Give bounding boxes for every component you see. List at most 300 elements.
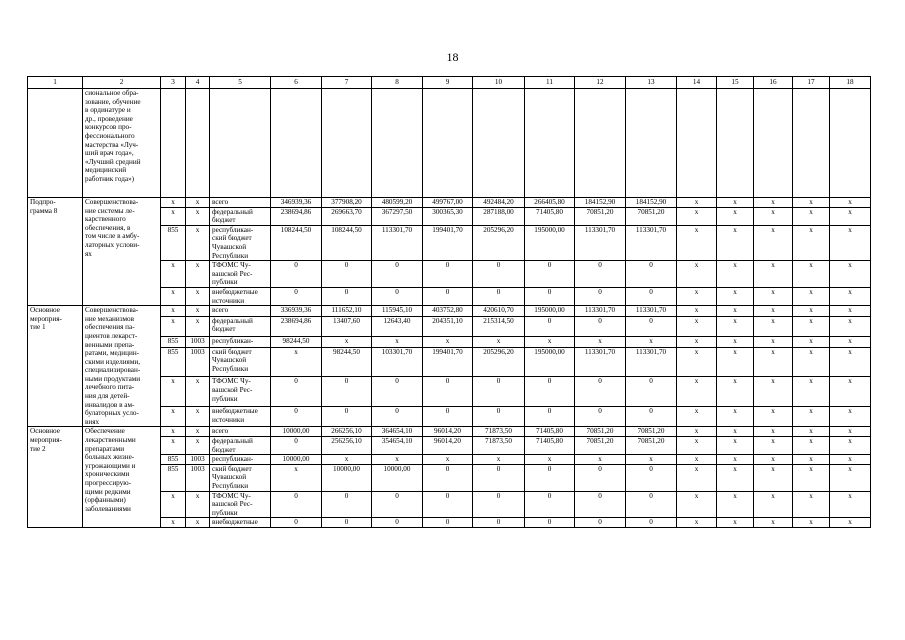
indicator-cell: x	[830, 377, 871, 407]
value-cell: 111652,10	[322, 306, 372, 317]
funding-source-cell: внебюджетные	[210, 518, 271, 528]
value-cell: 0	[575, 518, 626, 528]
value-cell: 499767,00	[423, 198, 473, 208]
funding-source-cell: федеральный бюджет	[210, 207, 271, 225]
value-cell: 205296,20	[473, 225, 525, 260]
description-cell: Совершенствова- ние механизмов обеспечения па- циентов лекарст- венными препа- ратами, медицин- скими изделиями, специализирован- ными продуктами лечебного пита- ния для детей- инвалидов в ам- булаторных усло- виях	[83, 306, 161, 427]
value-cell: 71873,50	[473, 437, 525, 455]
column-header: 17	[793, 77, 830, 89]
indicator-cell: x	[793, 427, 830, 437]
cell	[626, 89, 677, 198]
value-cell: 71405,80	[525, 427, 575, 437]
value-cell: 98244,50	[271, 337, 322, 348]
value-cell: 103301,70	[372, 347, 423, 377]
value-cell: x	[322, 455, 372, 465]
value-cell: 0	[322, 377, 372, 407]
value-cell: x	[423, 455, 473, 465]
indicator-cell: x	[793, 207, 830, 225]
column-header: 5	[210, 77, 271, 89]
indicator-cell: x	[677, 306, 717, 317]
value-cell: 354654,10	[372, 437, 423, 455]
code-cell: x	[161, 437, 186, 455]
value-cell: x	[423, 337, 473, 348]
value-cell: 0	[271, 437, 322, 455]
cell	[271, 89, 322, 198]
indicator-cell: x	[677, 198, 717, 208]
column-header: 15	[717, 77, 754, 89]
value-cell: 0	[473, 287, 525, 305]
value-cell: x	[575, 455, 626, 465]
value-cell: 108244,50	[271, 225, 322, 260]
value-cell: 70851,20	[626, 427, 677, 437]
value-cell: 0	[525, 518, 575, 528]
value-cell: 403752,80	[423, 306, 473, 317]
value-cell: 70851,20	[626, 437, 677, 455]
indicator-cell: x	[754, 377, 793, 407]
indicator-cell: x	[793, 491, 830, 518]
value-cell: 0	[525, 407, 575, 427]
value-cell: x	[322, 337, 372, 348]
indicator-cell: x	[754, 491, 793, 518]
indicator-cell: x	[793, 316, 830, 336]
value-cell: x	[271, 347, 322, 377]
value-cell: 113301,70	[626, 347, 677, 377]
program-name-cell: Основное мероприя- тие 2	[28, 427, 83, 528]
indicator-cell: x	[754, 225, 793, 260]
funding-source-cell: федеральный бюджет	[210, 316, 271, 336]
value-cell: 70851,20	[575, 207, 626, 225]
description-cell: сиональное обра- зование, обучение в ординатуре и др., проведение конкурсов про- фессионального мастерства «Луч- ший врач года», «Лучший средний медицинский работник года»)	[83, 89, 161, 198]
indicator-cell: x	[754, 464, 793, 491]
value-cell: 0	[575, 491, 626, 518]
code-cell: x	[186, 287, 210, 305]
value-cell: 367297,50	[372, 207, 423, 225]
code-cell: x	[186, 225, 210, 260]
value-cell: 256256,10	[322, 437, 372, 455]
value-cell: 0	[322, 287, 372, 305]
code-cell: x	[186, 407, 210, 427]
indicator-cell: x	[754, 407, 793, 427]
value-cell: 0	[473, 518, 525, 528]
funding-source-cell: внебюджетные источники	[210, 407, 271, 427]
value-cell: 0	[372, 377, 423, 407]
program-name-cell: Подпро- грамма 8	[28, 198, 83, 306]
code-cell: x	[161, 427, 186, 437]
value-cell: 0	[575, 377, 626, 407]
indicator-cell: x	[754, 207, 793, 225]
value-cell: 0	[525, 287, 575, 305]
cell	[575, 89, 626, 198]
code-cell: x	[186, 437, 210, 455]
value-cell: 96014,20	[423, 427, 473, 437]
value-cell: 113301,70	[575, 306, 626, 317]
description-cell: Обеспечение лекарственными препаратами больных жизне- угрожающими и хроническими прогрессирую- щими редкими (орфанными) заболеваниями	[83, 427, 161, 528]
value-cell: 300365,30	[423, 207, 473, 225]
program-name-cell: Основное мероприя- тие 1	[28, 306, 83, 427]
indicator-cell: x	[754, 337, 793, 348]
indicator-cell: x	[830, 225, 871, 260]
funding-source-cell: всего	[210, 306, 271, 317]
value-cell: 0	[423, 287, 473, 305]
indicator-cell: x	[677, 225, 717, 260]
value-cell: 0	[423, 261, 473, 288]
value-cell: 346939,36	[271, 198, 322, 208]
value-cell: 269663,70	[322, 207, 372, 225]
value-cell: 0	[473, 464, 525, 491]
indicator-cell: x	[830, 261, 871, 288]
value-cell: 0	[322, 518, 372, 528]
value-cell: 0	[575, 407, 626, 427]
cell	[423, 89, 473, 198]
code-cell: 855	[161, 225, 186, 260]
code-cell: x	[186, 491, 210, 518]
value-cell: 0	[626, 464, 677, 491]
value-cell: 108244,50	[322, 225, 372, 260]
value-cell: 10000,00	[372, 464, 423, 491]
indicator-cell: x	[830, 306, 871, 317]
value-cell: 336939,36	[271, 306, 322, 317]
value-cell: 0	[626, 287, 677, 305]
value-cell: 199401,70	[423, 225, 473, 260]
value-cell: 492484,20	[473, 198, 525, 208]
indicator-cell: x	[793, 306, 830, 317]
value-cell: 70851,20	[575, 437, 626, 455]
indicator-cell: x	[677, 407, 717, 427]
value-cell: 0	[626, 261, 677, 288]
value-cell: 0	[473, 407, 525, 427]
indicator-cell: x	[677, 464, 717, 491]
indicator-cell: x	[830, 437, 871, 455]
code-cell: x	[161, 518, 186, 528]
code-cell: x	[186, 198, 210, 208]
indicator-cell: x	[830, 207, 871, 225]
code-cell: 855	[161, 464, 186, 491]
value-cell: x	[372, 337, 423, 348]
indicator-cell: x	[754, 437, 793, 455]
indicator-cell: x	[830, 347, 871, 377]
value-cell: x	[525, 337, 575, 348]
column-header: 3	[161, 77, 186, 89]
value-cell: 0	[626, 407, 677, 427]
value-cell: 0	[575, 287, 626, 305]
value-cell: 0	[372, 491, 423, 518]
value-cell: 113301,70	[626, 306, 677, 317]
indicator-cell: x	[754, 455, 793, 465]
column-header: 13	[626, 77, 677, 89]
indicator-cell: x	[717, 518, 754, 528]
value-cell: 0	[322, 491, 372, 518]
cell	[186, 89, 210, 198]
value-cell: 266405,80	[525, 198, 575, 208]
value-cell: 0	[423, 407, 473, 427]
value-cell: 205296,20	[473, 347, 525, 377]
column-header: 16	[754, 77, 793, 89]
column-header: 4	[186, 77, 210, 89]
value-cell: 199401,70	[423, 347, 473, 377]
indicator-cell: x	[830, 198, 871, 208]
funding-source-cell: федеральный бюджет	[210, 437, 271, 455]
indicator-cell: x	[717, 455, 754, 465]
value-cell: 71405,80	[525, 207, 575, 225]
indicator-cell: x	[793, 347, 830, 377]
indicator-cell: x	[717, 198, 754, 208]
value-cell: 0	[372, 407, 423, 427]
funding-source-cell: ТФОМС Чу- вашской Рес- публики	[210, 491, 271, 518]
value-cell: 0	[271, 287, 322, 305]
value-cell: 195000,00	[525, 225, 575, 260]
cell	[793, 89, 830, 198]
value-cell: 0	[473, 377, 525, 407]
column-header: 1	[28, 77, 83, 89]
cell	[322, 89, 372, 198]
value-cell: 0	[525, 491, 575, 518]
code-cell: x	[186, 261, 210, 288]
code-cell: x	[161, 491, 186, 518]
indicator-cell: x	[677, 518, 717, 528]
value-cell: 0	[525, 316, 575, 336]
value-cell: 0	[423, 464, 473, 491]
value-cell: 113301,70	[575, 225, 626, 260]
indicator-cell: x	[677, 427, 717, 437]
value-cell: 98244,50	[322, 347, 372, 377]
indicator-cell: x	[754, 518, 793, 528]
value-cell: 0	[271, 261, 322, 288]
value-cell: 71405,80	[525, 437, 575, 455]
indicator-cell: x	[754, 347, 793, 377]
column-header: 14	[677, 77, 717, 89]
column-header: 7	[322, 77, 372, 89]
code-cell: x	[186, 377, 210, 407]
value-cell: 377908,20	[322, 198, 372, 208]
funding-source-cell: внебюджетные источники	[210, 287, 271, 305]
code-cell: 855	[161, 455, 186, 465]
code-cell: 855	[161, 347, 186, 377]
cell	[754, 89, 793, 198]
indicator-cell: x	[717, 377, 754, 407]
value-cell: 0	[372, 518, 423, 528]
column-header: 6	[271, 77, 322, 89]
indicator-cell: x	[793, 437, 830, 455]
value-cell: x	[575, 337, 626, 348]
column-header: 11	[525, 77, 575, 89]
code-cell: 1003	[186, 337, 210, 348]
indicator-cell: x	[717, 316, 754, 336]
column-header: 2	[83, 77, 161, 89]
value-cell: 204351,10	[423, 316, 473, 336]
value-cell: 0	[423, 377, 473, 407]
cell	[717, 89, 754, 198]
code-cell: x	[186, 427, 210, 437]
indicator-cell: x	[677, 455, 717, 465]
indicator-cell: x	[717, 261, 754, 288]
value-cell: 184152,90	[575, 198, 626, 208]
cell	[210, 89, 271, 198]
column-header: 12	[575, 77, 626, 89]
value-cell: 113301,70	[626, 225, 677, 260]
indicator-cell: x	[677, 347, 717, 377]
value-cell: x	[473, 455, 525, 465]
value-cell: 0	[423, 518, 473, 528]
value-cell: 0	[575, 316, 626, 336]
code-cell: x	[186, 207, 210, 225]
indicator-cell: x	[830, 287, 871, 305]
value-cell: 238694,86	[271, 316, 322, 336]
value-cell: 0	[271, 491, 322, 518]
value-cell: 0	[626, 377, 677, 407]
indicator-cell: x	[677, 287, 717, 305]
column-header: 9	[423, 77, 473, 89]
indicator-cell: x	[830, 464, 871, 491]
value-cell: 420610,70	[473, 306, 525, 317]
indicator-cell: x	[793, 407, 830, 427]
header-row	[28, 77, 871, 89]
value-cell: 0	[322, 407, 372, 427]
indicator-cell: x	[793, 377, 830, 407]
value-cell: 0	[575, 464, 626, 491]
indicator-cell: x	[830, 491, 871, 518]
indicator-cell: x	[830, 316, 871, 336]
value-cell: 10000,00	[271, 455, 322, 465]
value-cell: 0	[626, 518, 677, 528]
funding-source-cell: республикан-	[210, 455, 271, 465]
column-header: 10	[473, 77, 525, 89]
budget-table	[27, 76, 871, 528]
indicator-cell: x	[717, 464, 754, 491]
funding-source-cell: всего	[210, 427, 271, 437]
value-cell: 238694,86	[271, 207, 322, 225]
description-cell: Совершенствова- ние системы ле- карственного обеспечения, в том числе в амбу- латорных услови- ях	[83, 198, 161, 306]
code-cell: x	[186, 306, 210, 317]
indicator-cell: x	[754, 306, 793, 317]
page-number: 18	[446, 50, 459, 64]
code-cell: 1003	[186, 455, 210, 465]
code-cell: 855	[161, 337, 186, 348]
code-cell: x	[186, 316, 210, 336]
indicator-cell: x	[677, 491, 717, 518]
value-cell: x	[372, 455, 423, 465]
indicator-cell: x	[793, 198, 830, 208]
value-cell: 0	[322, 261, 372, 288]
indicator-cell: x	[677, 377, 717, 407]
value-cell: 0	[271, 377, 322, 407]
indicator-cell: x	[793, 261, 830, 288]
value-cell: 0	[271, 518, 322, 528]
value-cell: 364654,10	[372, 427, 423, 437]
indicator-cell: x	[677, 337, 717, 348]
value-cell: 0	[525, 261, 575, 288]
cell	[473, 89, 525, 198]
table-row	[28, 427, 871, 437]
code-cell: 1003	[186, 464, 210, 491]
value-cell: x	[525, 455, 575, 465]
funding-source-cell: ТФОМС Чу- вашской Рес- публики	[210, 261, 271, 288]
value-cell: 0	[626, 316, 677, 336]
value-cell: 0	[525, 377, 575, 407]
code-cell: x	[161, 207, 186, 225]
code-cell: x	[161, 306, 186, 317]
value-cell: 215314,50	[473, 316, 525, 336]
value-cell: 0	[575, 261, 626, 288]
indicator-cell: x	[793, 464, 830, 491]
indicator-cell: x	[717, 207, 754, 225]
indicator-cell: x	[793, 287, 830, 305]
value-cell: 113301,70	[575, 347, 626, 377]
indicator-cell: x	[754, 261, 793, 288]
funding-source-cell: всего	[210, 198, 271, 208]
indicator-cell: x	[830, 455, 871, 465]
code-cell: x	[161, 261, 186, 288]
value-cell: 113301,70	[372, 225, 423, 260]
value-cell: 70851,20	[575, 427, 626, 437]
indicator-cell: x	[754, 427, 793, 437]
value-cell: 0	[372, 287, 423, 305]
value-cell: 96014,20	[423, 437, 473, 455]
table-row	[28, 306, 871, 317]
value-cell: 184152,90	[626, 198, 677, 208]
indicator-cell: x	[793, 337, 830, 348]
code-cell: 1003	[186, 347, 210, 377]
cell	[677, 89, 717, 198]
column-header: 8	[372, 77, 423, 89]
value-cell: 0	[271, 407, 322, 427]
indicator-cell: x	[717, 347, 754, 377]
indicator-cell: x	[677, 261, 717, 288]
code-cell: x	[161, 407, 186, 427]
cell	[830, 89, 871, 198]
value-cell: 0	[473, 261, 525, 288]
table-row	[28, 198, 871, 208]
code-cell: x	[161, 316, 186, 336]
indicator-cell: x	[677, 316, 717, 336]
indicator-cell: x	[677, 207, 717, 225]
value-cell: 0	[473, 491, 525, 518]
value-cell: 195000,00	[525, 306, 575, 317]
value-cell: 480599,20	[372, 198, 423, 208]
table-body	[28, 77, 871, 528]
indicator-cell: x	[717, 225, 754, 260]
indicator-cell: x	[717, 491, 754, 518]
code-cell: x	[161, 287, 186, 305]
table-row	[28, 89, 871, 198]
cell	[372, 89, 423, 198]
funding-source-cell: республикан- ский бюджет Чувашской Республики	[210, 225, 271, 260]
value-cell: 13407,60	[322, 316, 372, 336]
indicator-cell: x	[754, 198, 793, 208]
indicator-cell: x	[677, 437, 717, 455]
value-cell: 0	[626, 491, 677, 518]
indicator-cell: x	[830, 337, 871, 348]
code-cell: x	[186, 518, 210, 528]
cell	[525, 89, 575, 198]
value-cell: 10000,00	[322, 464, 372, 491]
indicator-cell: x	[717, 337, 754, 348]
value-cell: 10000,00	[271, 427, 322, 437]
funding-source-cell: республикан-	[210, 337, 271, 348]
indicator-cell: x	[717, 407, 754, 427]
value-cell: 70851,20	[626, 207, 677, 225]
value-cell: 195000,00	[525, 347, 575, 377]
indicator-cell: x	[754, 316, 793, 336]
indicator-cell: x	[754, 287, 793, 305]
value-cell: 0	[423, 491, 473, 518]
indicator-cell: x	[830, 518, 871, 528]
value-cell: 0	[372, 261, 423, 288]
value-cell: 0	[525, 464, 575, 491]
indicator-cell: x	[717, 427, 754, 437]
value-cell: 12643,40	[372, 316, 423, 336]
indicator-cell: x	[793, 225, 830, 260]
code-cell: x	[161, 377, 186, 407]
